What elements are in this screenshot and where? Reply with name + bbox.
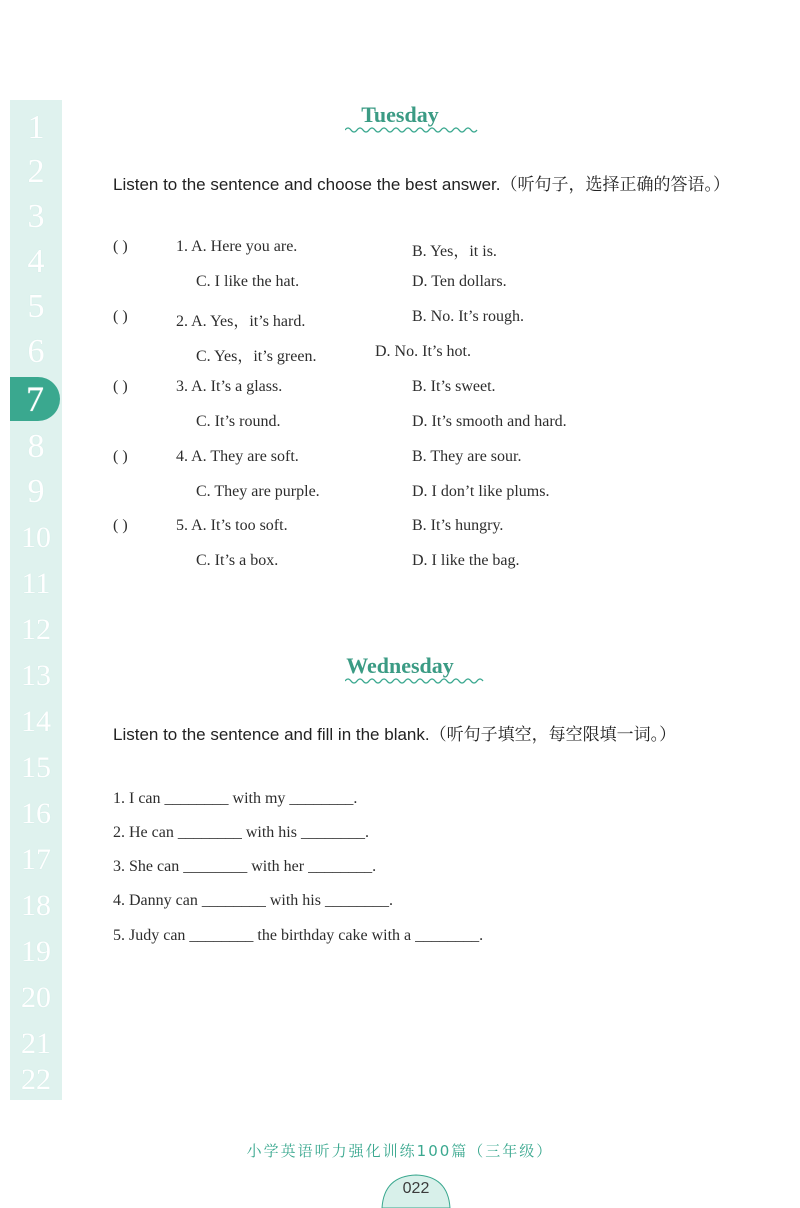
chapter-tab-4[interactable]: 4 xyxy=(27,243,45,280)
option-d: D. Ten dollars. xyxy=(412,273,507,290)
option-b: B. No. It’s rough. xyxy=(412,308,524,325)
chapter-tab-7-active[interactable]: 7 xyxy=(10,377,60,421)
wednesday-wave-underline xyxy=(345,677,485,685)
page-number: 022 xyxy=(402,1180,430,1197)
option-a: 4. A. They are soft. xyxy=(176,448,299,465)
chapter-tab-5[interactable]: 5 xyxy=(27,288,45,325)
option-a: 2. A. Yes，it’s hard. xyxy=(176,313,306,330)
fill-item-3[interactable]: 3. She can ________ with her ________. xyxy=(113,858,377,875)
chapter-tab-19[interactable]: 19 xyxy=(21,935,51,968)
option-c: C. They are purple. xyxy=(196,483,320,500)
option-b: B. It’s sweet. xyxy=(412,378,496,395)
option-c: C. It’s a box. xyxy=(196,552,279,569)
chapter-tab-10[interactable]: 10 xyxy=(21,521,51,554)
wednesday-heading: Wednesday xyxy=(346,653,454,678)
option-b: B. They are sour. xyxy=(412,448,522,465)
chapter-tab-14[interactable]: 14 xyxy=(21,705,51,738)
fill-item-5[interactable]: 5. Judy can ________ the birthday cake with a ________. xyxy=(113,927,484,944)
option-d: D. I don’t like plums. xyxy=(412,483,550,500)
chapter-tab-15[interactable]: 15 xyxy=(21,751,51,784)
option-c: C. It’s round. xyxy=(196,413,281,430)
answer-blank[interactable]: ( ) xyxy=(113,308,128,325)
option-d: D. No. It’s hot. xyxy=(375,343,471,360)
chapter-tab-22[interactable]: 22 xyxy=(21,1063,51,1096)
chapter-tab-12[interactable]: 12 xyxy=(21,613,51,646)
tuesday-instruction: Listen to the sentence and choose the best answer.（听句子，选择正确的答语。） xyxy=(113,175,730,194)
answer-blank[interactable]: ( ) xyxy=(113,238,128,255)
answer-blank[interactable]: ( ) xyxy=(113,517,128,534)
answer-blank[interactable]: ( ) xyxy=(113,378,128,395)
chapter-tab-6[interactable]: 6 xyxy=(27,333,45,370)
fill-item-2[interactable]: 2. He can ________ with his ________. xyxy=(113,824,369,841)
option-c: C. Yes，it’s green. xyxy=(196,348,317,365)
chapter-tab-8[interactable]: 8 xyxy=(27,428,45,465)
book-title-footer: 小学英语听力强化训练100篇（三年级） xyxy=(246,1142,554,1160)
chapter-tab-3[interactable]: 3 xyxy=(27,198,45,235)
fill-item-4[interactable]: 4. Danny can ________ with his ________. xyxy=(113,892,393,909)
option-a: 3. A. It’s a glass. xyxy=(176,378,283,395)
option-b: B. Yes，it is. xyxy=(412,243,497,260)
chapter-tab-20[interactable]: 20 xyxy=(21,981,51,1014)
answer-blank[interactable]: ( ) xyxy=(113,448,128,465)
tuesday-heading: Tuesday xyxy=(361,102,439,127)
chapter-tab-13[interactable]: 13 xyxy=(21,659,51,692)
fill-item-1[interactable]: 1. I can ________ with my ________. xyxy=(113,790,358,807)
tuesday-wave-underline xyxy=(345,126,480,134)
option-b: B. It’s hungry. xyxy=(412,517,504,534)
chapter-tab-18[interactable]: 18 xyxy=(21,889,51,922)
page-number-badge xyxy=(380,1172,452,1208)
chapter-tab-16[interactable]: 16 xyxy=(21,797,51,830)
chapter-tab-1[interactable]: 1 xyxy=(27,109,45,146)
chapter-tab-2[interactable]: 2 xyxy=(27,153,45,190)
chapter-tab-11[interactable]: 11 xyxy=(21,567,51,600)
option-d: D. I like the bag. xyxy=(412,552,520,569)
option-a: 5. A. It’s too soft. xyxy=(176,517,288,534)
option-c: C. I like the hat. xyxy=(196,273,300,290)
chapter-tab-9[interactable]: 9 xyxy=(27,473,45,510)
wednesday-instruction: Listen to the sentence and fill in the blank.（听句子填空，每空限填一词。） xyxy=(113,725,677,744)
option-a: 1. A. Here you are. xyxy=(176,238,298,255)
option-d: D. It’s smooth and hard. xyxy=(412,413,567,430)
chapter-tab-17[interactable]: 17 xyxy=(21,843,51,876)
chapter-tab-21[interactable]: 21 xyxy=(21,1027,51,1060)
chapter-tab-strip xyxy=(10,100,62,1100)
